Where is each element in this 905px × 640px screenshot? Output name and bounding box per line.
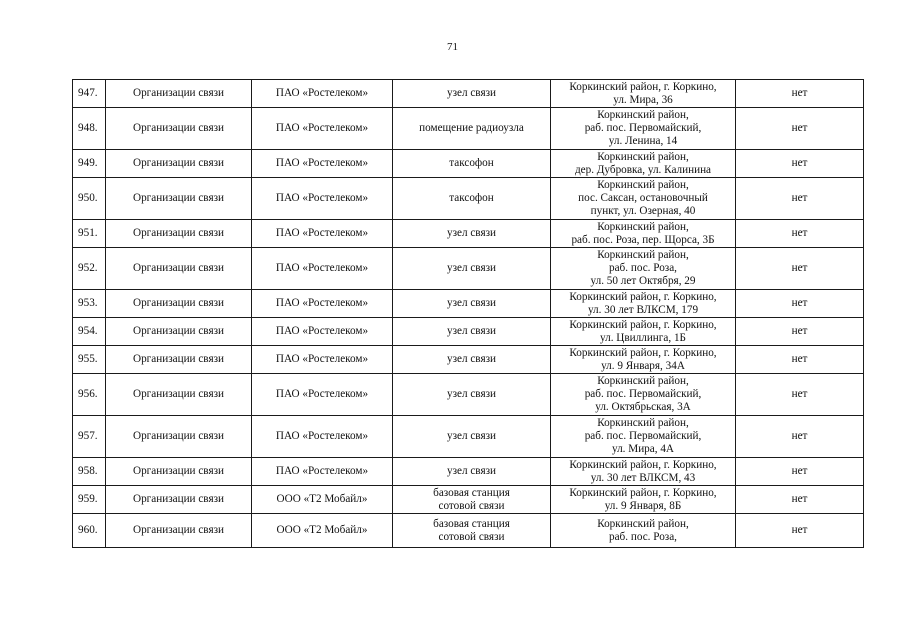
organization-cell: ООО «Т2 Мобайл» (252, 514, 393, 548)
status-cell: нет (736, 318, 864, 346)
row-number: 954. (73, 318, 106, 346)
address-cell-line: Коркинский район, (597, 179, 689, 191)
object-cell-line: сотовой связи (438, 499, 505, 512)
object-cell-line: узел связи (446, 87, 496, 99)
object-cell-line: базовая станция (433, 517, 510, 530)
object-cell (393, 220, 551, 248)
table-row (73, 80, 864, 108)
object-cell-line: таксофон (449, 157, 494, 169)
organization-cell: ПАО «Ростелеком» (252, 150, 393, 178)
organization-cell: ПАО «Ростелеком» (252, 458, 393, 486)
address-cell-line: Коркинский район, (597, 517, 689, 530)
address-cell-line: ул. 9 Января, 34А (601, 359, 685, 372)
address-cell (551, 80, 736, 108)
status-cell: нет (736, 346, 864, 374)
row-number: 957. (73, 416, 106, 458)
address-cell-line: Коркинский район, г. Коркино, (569, 80, 717, 93)
organization-cell: ООО «Т2 Мобайл» (252, 486, 393, 514)
category-cell: Организации связи (106, 458, 252, 486)
category-cell: Организации связи (106, 318, 252, 346)
status-cell: нет (736, 416, 864, 458)
category-cell: Организации связи (106, 80, 252, 108)
category-cell: Организации связи (106, 374, 252, 416)
category-cell: Организации связи (106, 178, 252, 220)
status-cell: нет (736, 514, 864, 548)
row-number: 952. (73, 248, 106, 290)
page-number: 71 (447, 41, 458, 53)
address-cell-line: Коркинский район, г. Коркино, (569, 290, 717, 303)
row-number: 960. (73, 514, 106, 548)
address-cell-line: раб. пос. Роза, (609, 262, 677, 274)
address-cell-line: ул. 30 лет ВЛКСМ, 179 (587, 303, 699, 316)
row-number: 947. (73, 80, 106, 108)
address-cell-line: ул. 30 лет ВЛКСМ, 43 (590, 471, 696, 484)
row-number: 958. (73, 458, 106, 486)
status-cell: нет (736, 80, 864, 108)
object-cell (393, 374, 551, 416)
address-cell (551, 318, 736, 346)
address-cell-line: раб. пос. Первомайский, (584, 430, 702, 442)
address-cell-line: Коркинский район, г. Коркино, (569, 346, 717, 359)
address-cell (551, 108, 736, 150)
address-cell-line: Коркинский район, (597, 249, 689, 261)
row-number: 956. (73, 374, 106, 416)
organization-cell: ПАО «Ростелеком» (252, 178, 393, 220)
address-cell (551, 220, 736, 248)
address-cell (551, 248, 736, 290)
object-cell (393, 416, 551, 458)
address-cell (551, 374, 736, 416)
object-cell-line: узел связи (446, 262, 496, 274)
status-cell: нет (736, 108, 864, 150)
object-cell-line: узел связи (446, 465, 496, 477)
table-row (73, 346, 864, 374)
object-cell (393, 108, 551, 150)
status-cell: нет (736, 486, 864, 514)
object-cell (393, 514, 551, 548)
table-row (73, 416, 864, 458)
category-cell: Организации связи (106, 514, 252, 548)
address-cell-line: раб. пос. Первомайский, (584, 388, 702, 400)
table-row (73, 318, 864, 346)
table-row (73, 248, 864, 290)
address-cell-line: ул. 9 Января, 8Б (604, 499, 682, 512)
address-cell-line: дер. Дубровка, ул. Калинина (574, 163, 712, 176)
address-cell (551, 290, 736, 318)
address-cell-line: Коркинский район, г. Коркино, (569, 458, 717, 471)
address-cell (551, 514, 736, 548)
address-cell-line: раб. пос. Роза, пер. Щорса, 3Б (571, 233, 715, 246)
address-cell (551, 486, 736, 514)
row-number: 950. (73, 178, 106, 220)
address-cell-line: ул. Мира, 4А (611, 443, 675, 455)
object-cell-line: помещение радиоузла (419, 122, 524, 134)
row-number: 953. (73, 290, 106, 318)
status-cell: нет (736, 178, 864, 220)
object-cell-line: узел связи (446, 325, 496, 337)
organization-cell: ПАО «Ростелеком» (252, 374, 393, 416)
status-cell: нет (736, 220, 864, 248)
object-cell-line: сотовой связи (438, 530, 505, 543)
table-row (73, 458, 864, 486)
address-cell-line: пункт, ул. Озерная, 40 (590, 205, 696, 217)
address-cell-line: Коркинский район, (597, 220, 689, 233)
registry-table (72, 79, 864, 548)
object-cell (393, 486, 551, 514)
registry-table-body (73, 80, 864, 548)
object-cell-line: узел связи (446, 227, 496, 239)
category-cell: Организации связи (106, 108, 252, 150)
status-cell: нет (736, 150, 864, 178)
organization-cell: ПАО «Ростелеком» (252, 80, 393, 108)
object-cell (393, 346, 551, 374)
address-cell-line: ул. Цвиллинга, 1Б (600, 331, 686, 344)
object-cell-line: таксофон (449, 192, 494, 204)
table-row (73, 514, 864, 548)
address-cell-line: раб. пос. Первомайский, (584, 122, 702, 134)
category-cell: Организации связи (106, 220, 252, 248)
address-cell (551, 346, 736, 374)
address-cell-line: ул. Ленина, 14 (608, 135, 678, 147)
address-cell-line: Коркинский район, г. Коркино, (569, 486, 717, 499)
object-cell (393, 318, 551, 346)
category-cell: Организации связи (106, 290, 252, 318)
organization-cell: ПАО «Ростелеком» (252, 346, 393, 374)
address-cell-line: ул. Октябрьская, 3А (595, 401, 691, 413)
status-cell: нет (736, 374, 864, 416)
category-cell: Организации связи (106, 248, 252, 290)
address-cell (551, 458, 736, 486)
organization-cell: ПАО «Ростелеком» (252, 248, 393, 290)
table-row (73, 374, 864, 416)
status-cell: нет (736, 290, 864, 318)
address-cell (551, 150, 736, 178)
organization-cell: ПАО «Ростелеком» (252, 108, 393, 150)
table-row (73, 178, 864, 220)
address-cell-line: Коркинский район, (597, 375, 689, 387)
object-cell-line: базовая станция (433, 486, 510, 499)
object-cell (393, 80, 551, 108)
object-cell (393, 290, 551, 318)
object-cell-line: узел связи (446, 353, 496, 365)
row-number: 951. (73, 220, 106, 248)
category-cell: Организации связи (106, 416, 252, 458)
organization-cell: ПАО «Ростелеком» (252, 318, 393, 346)
object-cell (393, 150, 551, 178)
object-cell-line: узел связи (446, 430, 496, 442)
organization-cell: ПАО «Ростелеком» (252, 416, 393, 458)
row-number: 959. (73, 486, 106, 514)
row-number: 949. (73, 150, 106, 178)
address-cell-line: ул. 50 лет Октября, 29 (590, 275, 696, 287)
object-cell (393, 178, 551, 220)
address-cell (551, 416, 736, 458)
organization-cell: ПАО «Ростелеком» (252, 220, 393, 248)
table-row (73, 290, 864, 318)
row-number: 955. (73, 346, 106, 374)
address-cell-line: Коркинский район, (597, 150, 689, 163)
category-cell: Организации связи (106, 150, 252, 178)
address-cell-line: Коркинский район, (597, 109, 689, 121)
address-cell (551, 178, 736, 220)
object-cell-line: узел связи (446, 388, 496, 400)
table-row (73, 108, 864, 150)
object-cell (393, 248, 551, 290)
address-cell-line: Коркинский район, г. Коркино, (569, 318, 717, 331)
category-cell: Организации связи (106, 486, 252, 514)
status-cell: нет (736, 458, 864, 486)
address-cell-line: раб. пос. Роза, (609, 530, 677, 543)
row-number: 948. (73, 108, 106, 150)
object-cell (393, 458, 551, 486)
table-row (73, 486, 864, 514)
table-row (73, 220, 864, 248)
table-row (73, 150, 864, 178)
organization-cell: ПАО «Ростелеком» (252, 290, 393, 318)
status-cell: нет (736, 248, 864, 290)
address-cell-line: ул. Мира, 36 (613, 93, 673, 106)
object-cell-line: узел связи (446, 297, 496, 309)
address-cell-line: пос. Саксан, остановочный (578, 192, 708, 204)
category-cell: Организации связи (106, 346, 252, 374)
address-cell-line: Коркинский район, (597, 417, 689, 429)
